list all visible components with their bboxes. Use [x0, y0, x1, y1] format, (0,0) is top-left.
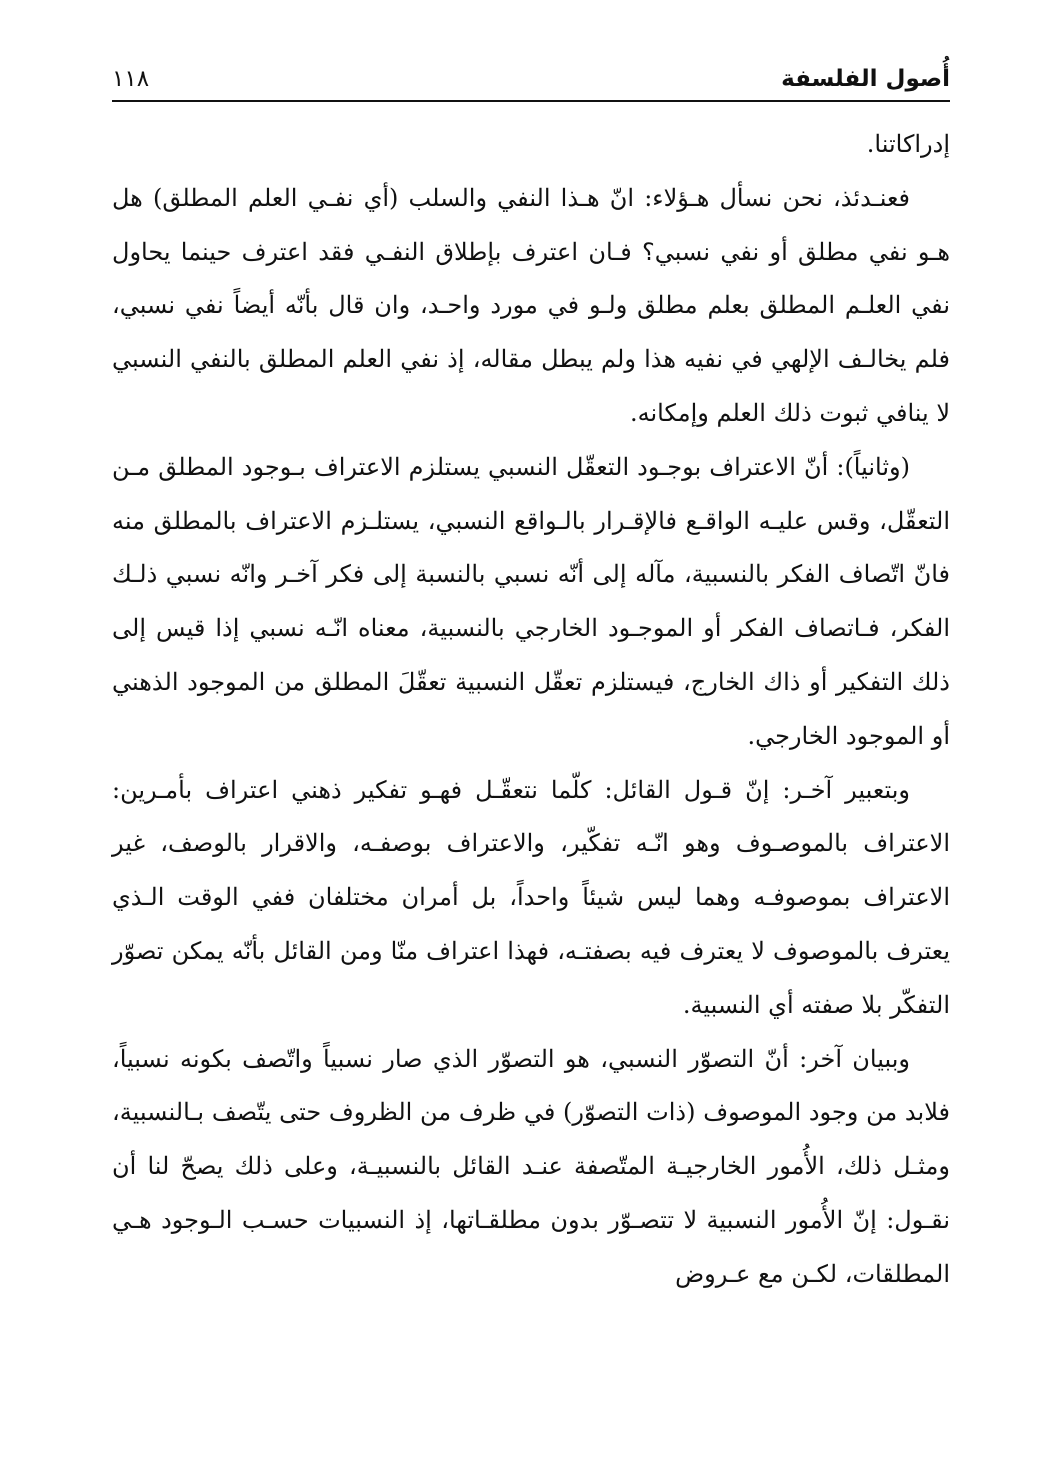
page-header: [112, 50, 950, 96]
paragraph-2: فعنـدئذ، نحن نسأل هـؤلاء: انّ هـذا النفي والسلب (أي نفـي العلم المطلق) هل هـو نفي مطلق أو نفي نسبي؟ فـان اعترف بإطلاق النفـي فقد اعترف حينما يحاول نفي العلـم المطلق بعلم مطلق ولـو في مورد واحـد، وان قال بأنّه أيضاً نفي نسبي، فلم يخالـف الإلهي في نفيه هذا ولم يبطل مقاله، إذ نفي العلم المطلق بالنفي النسبي لا ينافي ثبوت ذلك العلم وإمكانه.: [112, 183, 950, 427]
running-title: أُصول الفلسفة: [781, 66, 950, 92]
page-number: ١١٨: [112, 66, 150, 92]
header-divider: [112, 100, 950, 102]
paragraph-1: إدراكاتنا.: [866, 130, 950, 158]
paragraph-5: وببيان آخر: أنّ التصوّر النسبي، هو التصوّر الذي صار نسبياً واتّصف بكونه نسبياً، فلابد من وجود الموصوف (ذات التصوّر) في ظرف من الظروف حتى يتّصف بـالنسبية، ومثـل ذلك، الأُمور الخارجيـة المتّصفة عنـد القائل بالنسبيـة، وعلى ذلك يصحّ لنا أن نقـول: إنّ الأُمور النسبية لا تتصـوّر بدون مطلقـاتها، إذ النسبيات حسـب الـوجود هـي المطلقات، لكـن مع عـروض: [112, 1044, 950, 1288]
paragraph-3: (وثانياً): أنّ الاعتراف بوجـود التعقّل النسبي يستلزم الاعتراف بـوجود المطلق مـن التعقّل، وقس عليـه الواقـع فالإقـرار بالـواقع النسبي، يستلـزم الاعتراف بالمطلق منه فانّ اتّصاف الفكر بالنسبية، مآله إلى أنّه نسبي بالنسبة إلى فكر آخـر وانّه نسبي ذلـك الفكر، فـاتصاف الفكر أو الموجـود الخارجي بالنسبية، معناه انّـه نسبي إذا قيس إلى ذلك التفكير أو ذاك الخارج، فيستلزم تعقّل النسبية تعقّلَ المطلق من الموجود الذهني أو الموجود الخارجي.: [112, 452, 950, 750]
paragraph-4: وبتعبير آخـر: إنّ قـول القائل: كلّما نتعقّـل فهـو تفكير ذهني اعتراف بأمـرين: الاعتراف بالموصـوف وهو انّـه تفكّير، والاعتراف بوصفـه، والاقرار بالوصف، غير الاعتراف بموصوفـه وهما ليس شيئاً واحداً، بل أمران مختلفان ففي الوقت الـذي يعترف بالموصوف لا يعترف فيه بصفتـه، فهذا اعتراف منّا ومن القائل بأنّه يمكن تصوّر التفكّر بلا صفته أي النسبية.: [112, 775, 950, 1019]
body-text: [112, 118, 950, 1302]
